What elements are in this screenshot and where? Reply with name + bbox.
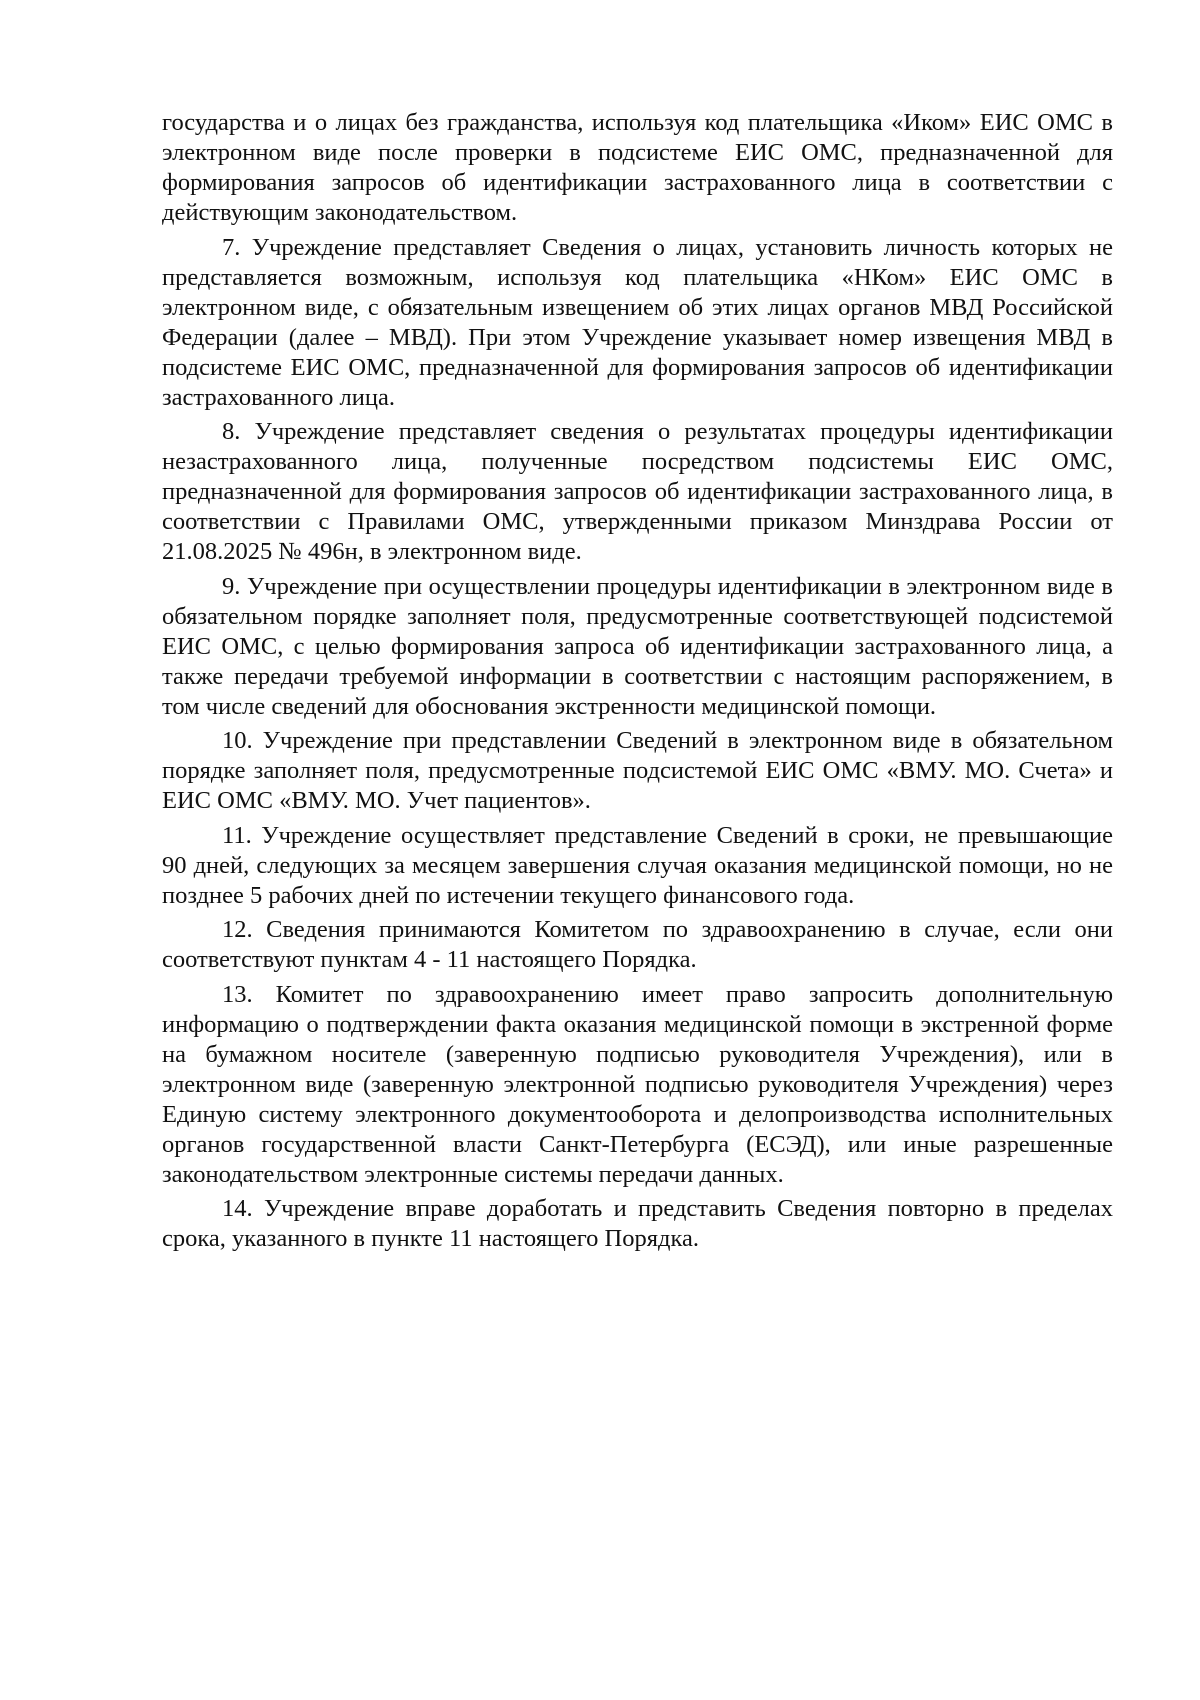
paragraph-item-10: 10. Учреждение при представлении Сведений в электронном виде в обязательном порядке заполняет поля, предусмотренные подсистемой ЕИС ОМС «ВМУ. МО. Счета» и ЕИС ОМС «ВМУ. МО. Учет пациентов». xyxy=(162,727,1113,814)
paragraph-item-14: 14. Учреждение вправе доработать и представить Сведения повторно в пределах срока, указанного в пункте 11 настоящего Порядка. xyxy=(162,1195,1113,1252)
paragraph-item-7: 7. Учреждение представляет Сведения о лицах, установить личность которых не представляется возможным, используя код плательщика «НКом» ЕИС ОМС в электронном виде, с обязательным извещением об этих лицах органов МВД Российской Федерации (далее – МВД). При этом Учреждение указывает номер извещения МВД в подсистеме ЕИС ОМС, предназначенной для формирования запросов об идентификации застрахованного лица. xyxy=(162,233,1113,411)
paragraph-continuation: государства и о лицах без гражданства, используя код плательщика «Иком» ЕИС ОМС в электронном виде после проверки в подсистеме ЕИС ОМС, предназначенной для формирования запросов об идентификации застрахованного лица в соответствии с действующим законодательством. xyxy=(162,109,1113,226)
paragraph-item-11: 11. Учреждение осуществляет представление Сведений в сроки, не превышающие 90 дней, следующих за месяцем завершения случая оказания медицинской помощи, но не позднее 5 рабочих дней по истечении текущего финансового года. xyxy=(162,821,1113,909)
document-body xyxy=(162,108,1113,1259)
paragraph-item-13: 13. Комитет по здравоохранению имеет право запросить дополнительную информацию о подтверждении факта оказания медицинской помощи в экстренной форме на бумажном носителе (заверенную подписью руководителя Учреждения), или в электронном виде (заверенную электронной подписью руководителя Учреждения) через Единую систему электронного документооборота и делопроизводства исполнительных органов государственной власти Санкт-Петербурга (ЕСЭД), или иные разрешенные законодательством электронные системы передачи данных. xyxy=(162,980,1113,1188)
paragraph-item-12: 12. Сведения принимаются Комитетом по здравоохранению в случае, если они соответствуют пунктам 4 - 11 настоящего Порядка. xyxy=(162,916,1113,973)
paragraph-item-8: 8. Учреждение представляет сведения о результатах процедуры идентификации незастрахованного лица, полученные посредством подсистемы ЕИС ОМС, предназначенной для формирования запросов об идентификации застрахованного лица, в соответствии с Правилами ОМС, утвержденными приказом Минздрава России от 21.08.2025 № 496н, в электронном виде. xyxy=(162,418,1113,565)
paragraph-item-9: 9. Учреждение при осуществлении процедуры идентификации в электронном виде в обязательном порядке заполняет поля, предусмотренные соответствующей подсистемой ЕИС ОМС, с целью формирования запроса об идентификации застрахованного лица, а также передачи требуемой информации в соответствии с настоящим распоряжением, в том числе сведений для обоснования экстренности медицинской помощи. xyxy=(162,572,1113,720)
